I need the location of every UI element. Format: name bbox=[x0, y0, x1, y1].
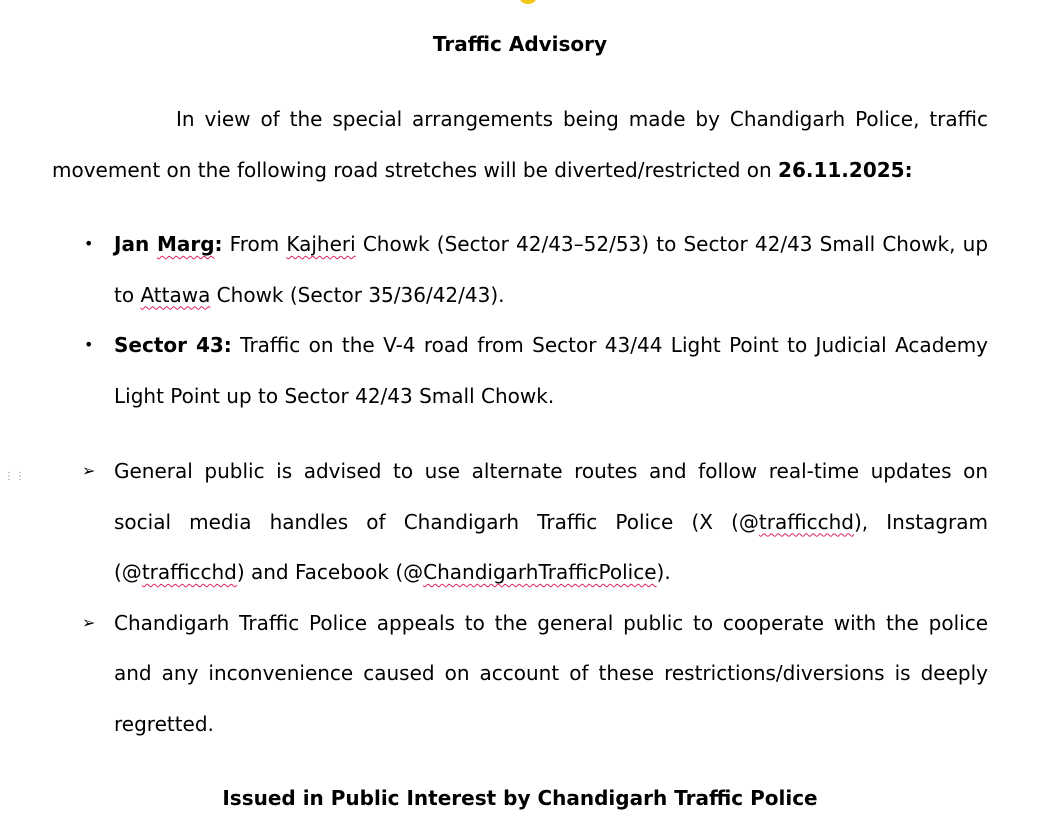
intro-paragraph bbox=[52, 94, 988, 195]
route-list bbox=[52, 219, 988, 421]
spellcheck-word: Kajheri bbox=[286, 232, 356, 256]
bullet-dot-icon: • bbox=[84, 335, 94, 354]
footer-issued-by: Issued in Public Interest by Chandigarh Traffic Police bbox=[222, 786, 818, 810]
bullet-dot-icon: • bbox=[84, 234, 94, 253]
route-label-sector-43: Sector 43: bbox=[114, 333, 232, 357]
notes-list bbox=[52, 446, 988, 749]
top-marker-indicator bbox=[518, 0, 538, 4]
arrow-bullet-icon: ➢ bbox=[82, 461, 96, 480]
social-handle-x: trafficchd bbox=[758, 509, 854, 534]
intro-text: In view of the special arrangements being made by Chandigarh Police, traffic movement on the following road stretches will be diverted/restricted on bbox=[52, 107, 988, 182]
social-handle-instagram: trafficchd bbox=[141, 560, 237, 584]
route-label-jan-marg: Jan Marg: bbox=[114, 232, 223, 256]
drag-handle-icon[interactable]: ⋮⋮ bbox=[4, 471, 26, 482]
route-text-sector-43: Traffic on the V-4 road from Sector 43/44 Light Point to Judicial Academy Light Point up to Sector 42/43 Small Chowk. bbox=[114, 333, 989, 408]
route-item-sector-43 bbox=[52, 320, 988, 421]
arrow-bullet-icon: ➢ bbox=[82, 612, 96, 632]
note-text-appeal: Chandigarh Traffic Police appeals to the general public to cooperate with the police and any inconvenience caused on account of these restrictions/diversions is deeply regretted. bbox=[114, 610, 988, 736]
spellcheck-word: Attawa bbox=[140, 282, 211, 307]
note-item-alternate-routes: ➢ General public is advised to use alternate routes and follow real-time updates on social media handles of Chandigarh Traffic Police (X (@trafficchd), Instagram (@trafficchd) and Facebook (@ChandigarhTrafficPolice). bbox=[52, 446, 988, 598]
note-item-appeal bbox=[52, 598, 988, 750]
social-handle-facebook: ChandigarhTrafficPolice bbox=[423, 560, 657, 584]
document-title: Traffic Advisory bbox=[432, 32, 608, 56]
advisory-date: 26.11.2025: bbox=[778, 157, 913, 182]
route-item-jan-marg: • Jan Marg: From Kajheri Chowk (Sector 42/43–52/53) to Sector 42/43 Small Chowk, up to Attawa Chowk (Sector 35/36/42/43). bbox=[52, 219, 988, 320]
